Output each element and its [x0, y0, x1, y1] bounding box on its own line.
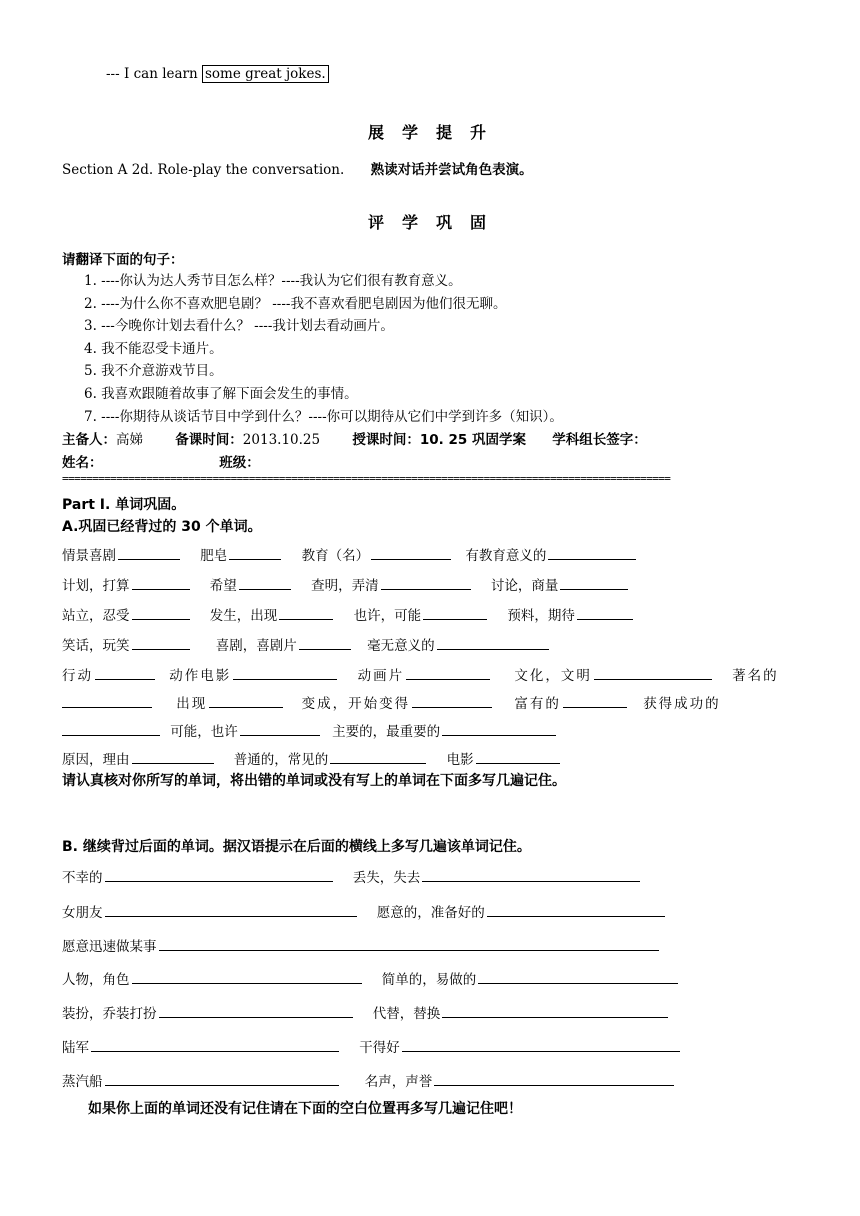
- partA-row: [62, 634, 802, 654]
- partA-title: A.巩固已经背过的 30 个单词。: [62, 519, 262, 535]
- answer-blank[interactable]: [132, 969, 362, 984]
- answer-blank[interactable]: [159, 936, 659, 951]
- vocab-prompt: 简单的，易做的: [381, 972, 477, 988]
- name-label: 姓名：: [62, 455, 103, 471]
- section-title-zhan: 展学提升: [368, 123, 505, 142]
- vocab-prompt: 代替，替换: [372, 1006, 441, 1022]
- vocab-prompt: 装扮，乔装打扮: [62, 1006, 157, 1022]
- vocab-prompt: 名声，声誉: [364, 1074, 433, 1090]
- vocab-prompt: 预料，期待: [507, 608, 575, 624]
- answer-blank[interactable]: [132, 575, 190, 590]
- partA-note: 请认真核对你所写的单词，将出错的单词或没有写上的单词在下面多写几遍记住。: [62, 773, 566, 789]
- answer-blank[interactable]: [476, 749, 560, 764]
- vocab-prompt: 干得好: [359, 1040, 400, 1056]
- answer-blank[interactable]: [95, 665, 155, 680]
- section-a-line: [62, 158, 533, 178]
- answer-blank[interactable]: [402, 1037, 680, 1052]
- vocab-prompt: 毫无意义的: [367, 638, 435, 654]
- translate-item: 1. ----你认为达人秀节目怎么样？----我认为它们很有教育意义。: [84, 273, 462, 289]
- partB-row: [62, 935, 802, 955]
- partA-row: [62, 748, 802, 768]
- translate-list: [84, 270, 563, 428]
- top-line: [106, 66, 329, 82]
- vocab-prompt: 情景喜剧: [62, 548, 116, 564]
- answer-blank[interactable]: [423, 605, 487, 620]
- prep-time: 2013.10.25: [242, 432, 321, 448]
- partB-title: B. 继续背过后面的单词。据汉语提示在后面的横线上多写几遍该单词记住。: [62, 839, 531, 855]
- top-line-prefix: --- I can learn: [106, 66, 202, 82]
- teach-time: 10. 25 巩固学案: [419, 432, 526, 448]
- vocab-prompt: 女朋友: [62, 905, 103, 921]
- translate-item: 2. ----为什么你不喜欢肥皂剧？ ----我不喜欢看肥皂剧因为他们很无聊。: [84, 295, 507, 312]
- teach-time-label: 授课时间：: [352, 432, 420, 448]
- translate-item: 7. ----你期待从谈话节目中学到什么？----你可以期待从它们中学到许多（知识）。: [84, 408, 563, 425]
- vocab-prompt: 富有的: [514, 696, 561, 712]
- answer-blank[interactable]: [132, 635, 190, 650]
- translate-item: 6. 我喜欢跟随着故事了解下面会发生的事情。: [84, 385, 358, 402]
- leader-sign-label: 学科组长签字：: [552, 432, 647, 448]
- answer-blank[interactable]: [105, 902, 357, 917]
- section-title-ping: 评学巩固: [368, 213, 505, 232]
- meta-line: [62, 428, 647, 448]
- answer-blank[interactable]: [132, 605, 190, 620]
- partA-row: [62, 574, 802, 594]
- answer-blank[interactable]: [406, 665, 490, 680]
- vocab-prompt: 文化，文明: [514, 668, 592, 684]
- translate-item: 5. 我不介意游戏节目。: [84, 363, 223, 380]
- answer-blank[interactable]: [279, 605, 333, 620]
- partA-row: [62, 720, 802, 740]
- partA-row: [62, 544, 802, 564]
- part1-title: Part I. 单词巩固。: [62, 497, 186, 513]
- vocab-prompt: 有教育意义的: [465, 548, 547, 564]
- answer-blank[interactable]: [437, 635, 549, 650]
- class-label: 班级：: [219, 455, 260, 471]
- boxed-answer: some great jokes.: [202, 65, 329, 83]
- answer-blank[interactable]: [132, 749, 214, 764]
- partB-row: [62, 968, 802, 988]
- vocab-prompt: 动作电影: [169, 668, 232, 684]
- answer-blank[interactable]: [330, 749, 426, 764]
- vocab-prompt: 肥皂: [200, 548, 228, 564]
- vocab-prompt: 发生，出现: [209, 608, 278, 624]
- answer-blank[interactable]: [240, 721, 320, 736]
- translate-heading: 请翻译下面的句子：: [62, 252, 184, 268]
- answer-blank[interactable]: [478, 969, 678, 984]
- final-note: 如果你上面的单词还没有记住请在下面的空白位置再多写几遍记住吧！: [88, 1101, 522, 1117]
- vocab-prompt: 计划，打算: [62, 578, 130, 594]
- answer-blank[interactable]: [209, 693, 283, 708]
- vocab-prompt: 也许，可能: [353, 608, 422, 624]
- vocab-prompt: 出现: [176, 696, 208, 712]
- preparer: 高娣: [116, 432, 143, 448]
- partA-row: [62, 604, 802, 624]
- section-a-zh: 熟读对话并尝试角色表演。: [370, 162, 533, 178]
- answer-blank[interactable]: [563, 693, 627, 708]
- answer-blank[interactable]: [381, 575, 471, 590]
- answer-blank[interactable]: [371, 545, 451, 560]
- answer-blank[interactable]: [233, 665, 337, 680]
- vocab-prompt: 动画片: [357, 668, 405, 684]
- partA-row: [62, 692, 802, 712]
- vocab-prompt: 变成，开始变得: [301, 696, 411, 712]
- vocab-prompt: 原因，理由: [62, 752, 130, 768]
- vocab-prompt: 希望: [209, 578, 237, 594]
- answer-blank[interactable]: [62, 693, 152, 708]
- vocab-prompt: 电影: [446, 752, 474, 768]
- vocab-prompt: 查明，弄清: [311, 578, 379, 594]
- answer-blank[interactable]: [422, 867, 640, 882]
- vocab-prompt: 愿意的，准备好的: [376, 905, 485, 921]
- partB-row: [62, 866, 802, 886]
- answer-blank[interactable]: [105, 867, 333, 882]
- separator-line: =====================================================================================================: [62, 472, 671, 485]
- answer-blank[interactable]: [159, 1003, 353, 1018]
- partB-row: [62, 901, 802, 921]
- answer-blank[interactable]: [577, 605, 633, 620]
- answer-blank[interactable]: [91, 1037, 339, 1052]
- section-a-en: Section A 2d. Role-play the conversation.: [62, 162, 345, 178]
- answer-blank[interactable]: [548, 545, 636, 560]
- answer-blank[interactable]: [239, 575, 291, 590]
- answer-blank[interactable]: [560, 575, 628, 590]
- vocab-prompt: 愿意迅速做某事: [62, 939, 157, 955]
- answer-blank[interactable]: [229, 545, 281, 560]
- partB-row: [62, 1002, 802, 1022]
- vocab-prompt: 站立，忍受: [62, 608, 130, 624]
- prep-time-label: 备课时间：: [175, 432, 243, 448]
- vocab-prompt: 可能，也许: [170, 724, 238, 740]
- vocab-prompt: 教育（名）: [301, 548, 370, 564]
- vocab-prompt: 主要的，最重要的: [332, 724, 441, 740]
- answer-blank[interactable]: [118, 545, 180, 560]
- vocab-prompt: 人物，角色: [62, 972, 130, 988]
- vocab-prompt: 喜剧，喜剧片: [215, 638, 297, 654]
- translate-item: 4. 我不能忍受卡通片。: [84, 340, 223, 357]
- vocab-prompt: 笑话，玩笑: [62, 638, 130, 654]
- vocab-prompt: 不幸的: [62, 870, 103, 886]
- answer-blank[interactable]: [487, 902, 665, 917]
- vocab-prompt: 普通的，常见的: [233, 752, 329, 768]
- name-line: [62, 451, 260, 471]
- answer-blank[interactable]: [442, 1003, 668, 1018]
- answer-blank[interactable]: [105, 1071, 339, 1086]
- partB-row: [62, 1070, 802, 1090]
- vocab-prompt: 行动: [62, 668, 93, 684]
- vocab-prompt: 丢失，失去: [352, 870, 421, 886]
- vocab-prompt: 著名的: [732, 668, 779, 684]
- partB-row: [62, 1036, 802, 1056]
- answer-blank[interactable]: [62, 721, 160, 736]
- answer-blank[interactable]: [412, 693, 492, 708]
- vocab-prompt: 获得成功的: [643, 696, 721, 712]
- vocab-prompt: 蒸汽船: [62, 1074, 103, 1090]
- translate-item: 3. ---今晚你计划去看什么？ ----我计划去看动画片。: [84, 318, 394, 335]
- answer-blank[interactable]: [594, 665, 712, 680]
- partA-row: [62, 664, 802, 684]
- answer-blank[interactable]: [299, 635, 351, 650]
- preparer-label: 主备人：: [62, 432, 116, 448]
- answer-blank[interactable]: [434, 1071, 674, 1086]
- vocab-prompt: 讨论，商量: [490, 578, 559, 594]
- vocab-prompt: 陆军: [62, 1040, 89, 1056]
- answer-blank[interactable]: [442, 721, 556, 736]
